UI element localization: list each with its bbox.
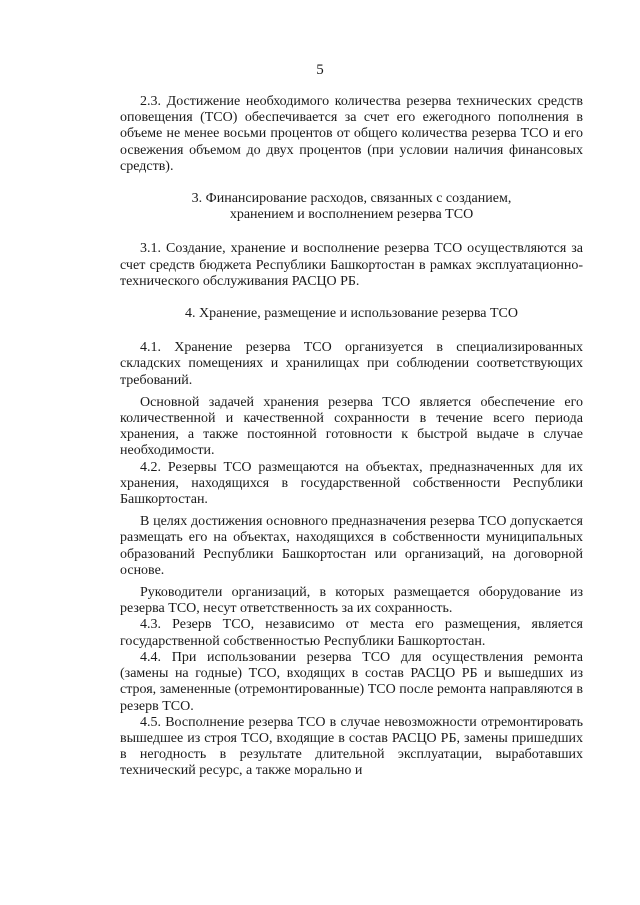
paragraph-4-1: 4.1. Хранение резерва ТСО организуется в специализированных складских помещениях и хранилищах при соблюдении соответствующих требований. — [120, 340, 583, 388]
paragraph-heads-responsibility: Руководители организаций, в которых размещается оборудование из резерва ТСО, несут ответственность за их сохранность. — [120, 585, 583, 617]
paragraph-4-5: 4.5. Восполнение резерва ТСО в случае невозможности отремонтировать вышедшее из строя ТСО, входящие в состав РАСЦО РБ, замены пришедших в негодность в результате длительной эксплуатации, выработавших технический ресурс, а также морально и — [120, 714, 583, 779]
paragraph-storage-task: Основной задачей хранения резерва ТСО является обеспечение его количественной и качественной сохранности в течение всего периода хранения, а также постоянной готовности к быстрой выдаче в случае необходимости. — [120, 394, 583, 459]
section-3-heading-line-2: хранением и восполнением резерва ТСО — [229, 207, 474, 223]
paragraph-4-3: 4.3. Резерв ТСО, независимо от места его размещения, является государственной собственностью Республики Башкортостан. — [120, 617, 583, 649]
paragraph-3-1: 3.1. Создание, хранение и восполнение резерва ТСО осуществляются за счет средств бюджета Республики Башкортостан в рамках эксплуатационно-технического обслуживания РАСЦО РБ. — [120, 241, 583, 289]
section-3-heading-line-1: 3. Финансирование расходов, связанных с созданием, — [191, 191, 512, 207]
page-number: 5 — [316, 62, 324, 78]
paragraph-4-2: 4.2. Резервы ТСО размещаются на объектах, предназначенных для их хранения, находящихся в государственной собственности Республики Башкортостан. — [120, 459, 583, 508]
paragraph-2-3: 2.3. Достижение необходимого количества резерва технических средств оповещения (ТСО) обеспечивается за счет его ежегодного пополнения в объеме не менее восьми процентов от общего количества резерва ТСО и его освежения объемом до двух процентов (при условии наличия финансовых средств). — [120, 94, 583, 174]
section-4-heading: 4. Хранение, размещение и использование резерва ТСО — [185, 306, 518, 322]
paragraph-placement-purpose: В целях достижения основного предназначения резерва ТСО допускается размещать его на объектах, находящихся в собственности муниципальных образований Республики Башкортостан или организаций, на договорной основе. — [120, 514, 583, 578]
document-body — [120, 94, 583, 780]
section-3-heading — [120, 191, 583, 223]
paragraph-4-4: 4.4. При использовании резерва ТСО для осуществления ремонта (замены на годные) ТСО, входящих в состав РАСЦО РБ и вышедших из строя, замененные (отремонтированные) ТСО после ремонта направляются в резерв ТСО. — [120, 649, 583, 714]
